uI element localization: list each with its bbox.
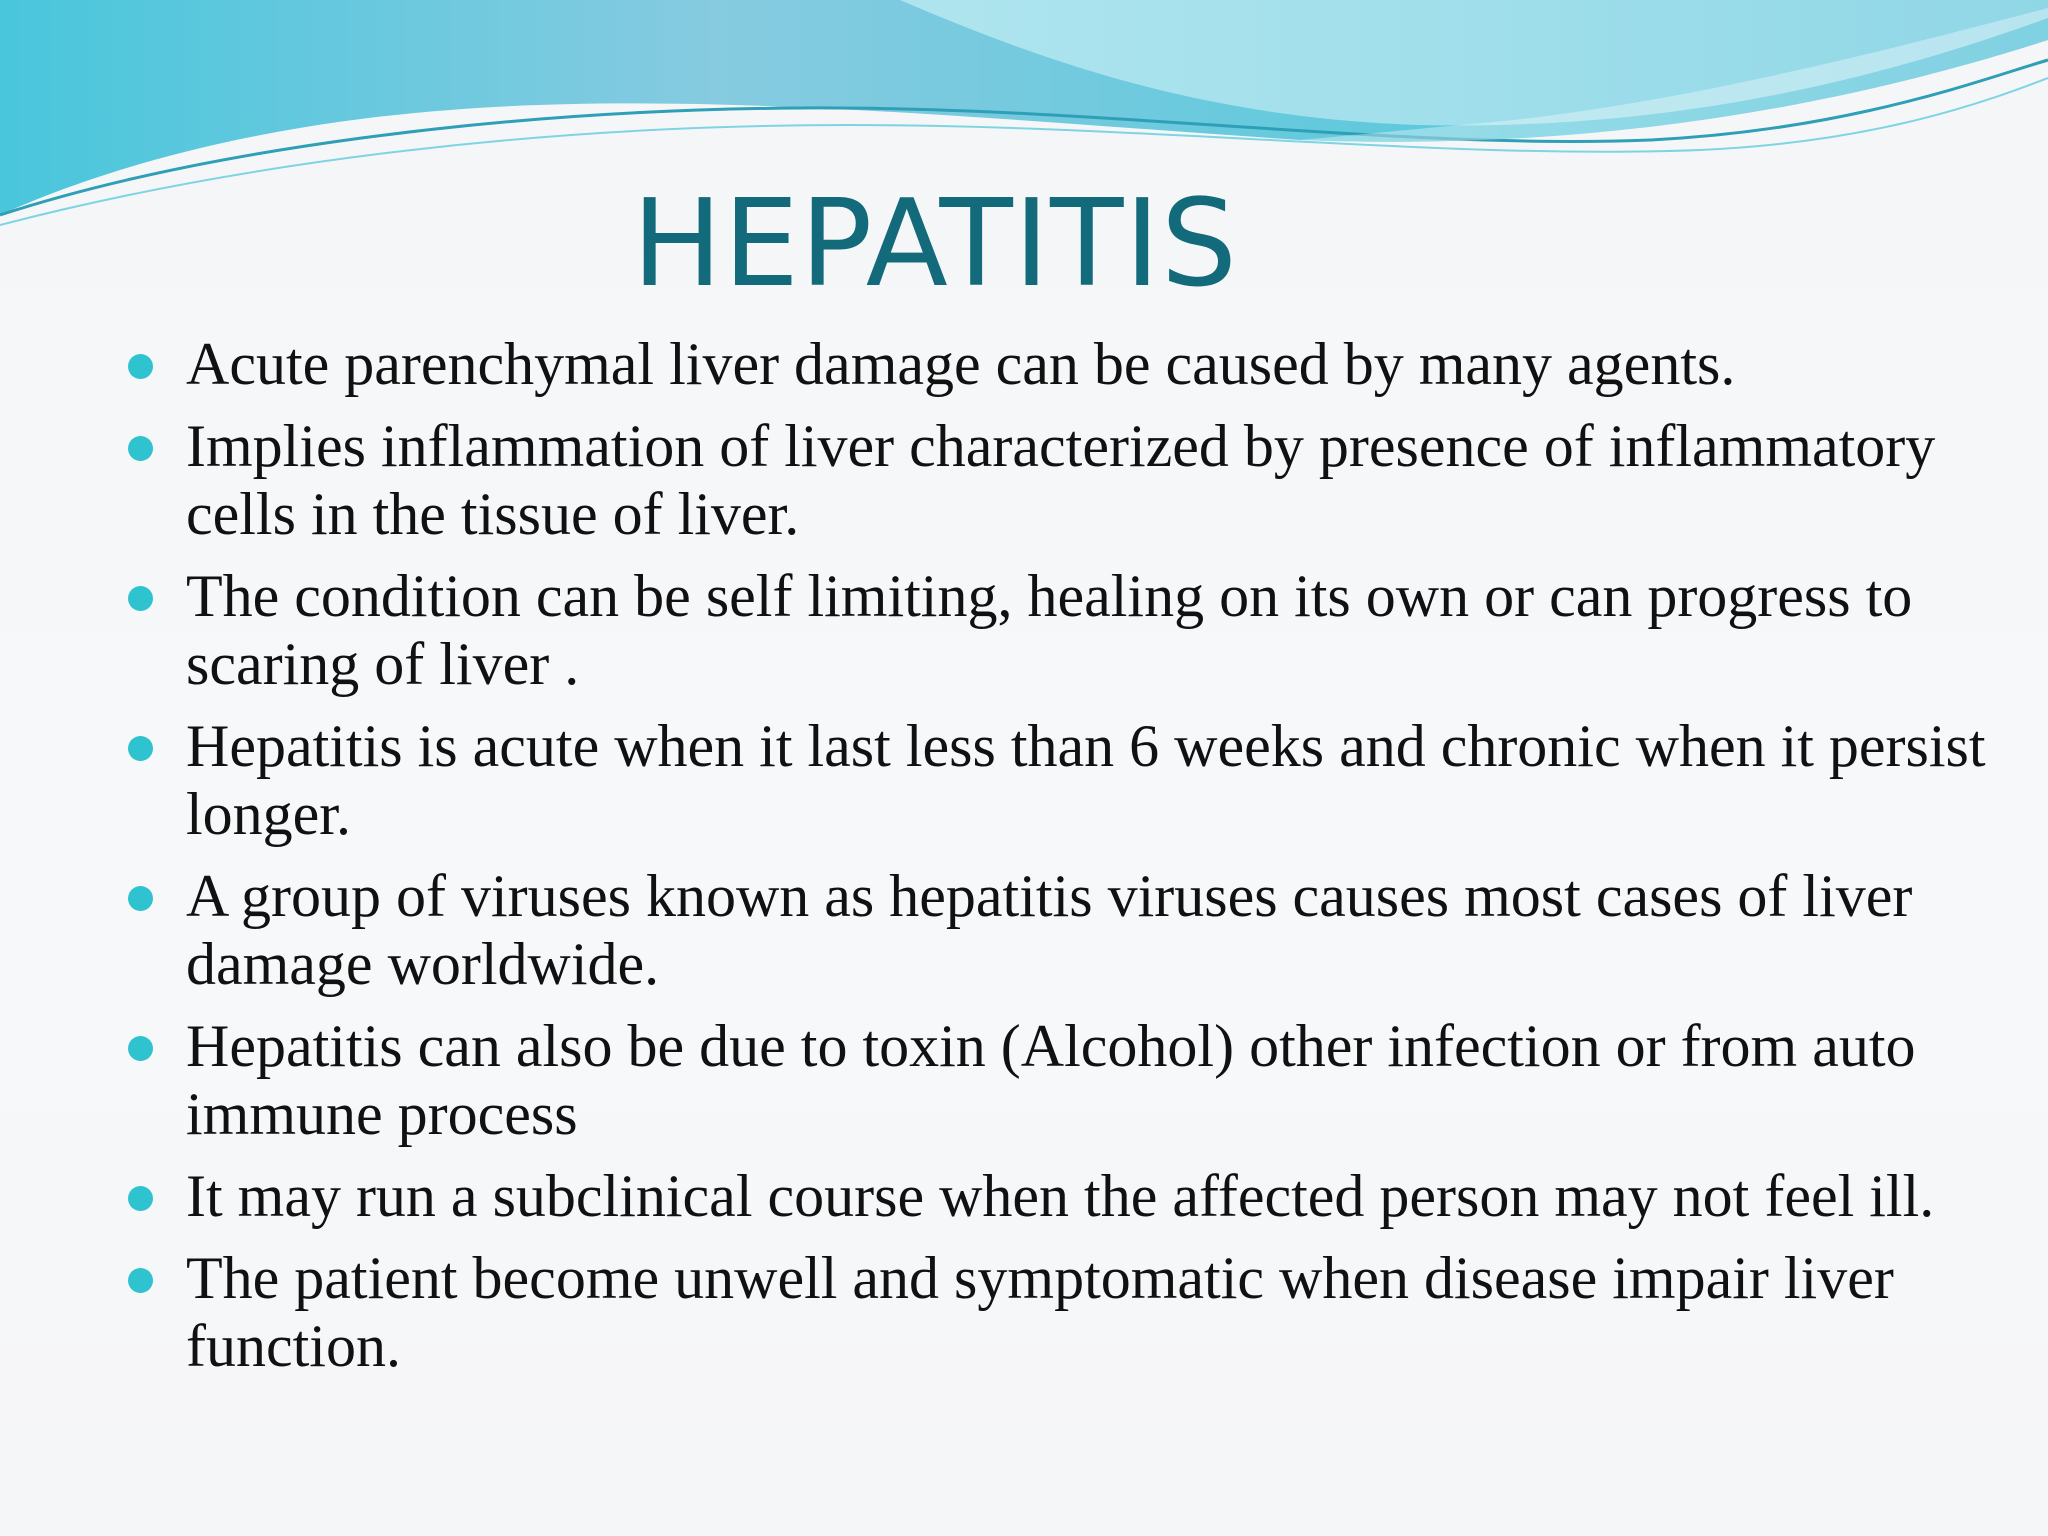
bullet-item bbox=[126, 1012, 1986, 1148]
bullet-text: Acute parenchymal liver damage can be caused by many agents. bbox=[186, 331, 1736, 397]
bullet-dot-icon bbox=[128, 1268, 153, 1293]
bullet-item bbox=[126, 562, 1986, 698]
bullet-text: Implies inflammation of liver characterized by presence of inflammatory cells in the tissue of liver. bbox=[186, 413, 1936, 547]
bullet-dot-icon bbox=[128, 1036, 153, 1061]
bullet-item bbox=[126, 712, 1986, 848]
slide-title: HEPATITIS bbox=[631, 175, 1239, 314]
bullet-list bbox=[126, 330, 1986, 1394]
bullet-dot-icon bbox=[128, 736, 153, 761]
bullet-item bbox=[126, 412, 1986, 548]
bullet-item bbox=[126, 862, 1986, 998]
bullet-text: Hepatitis is acute when it last less than 6 weeks and chronic when it persist longer. bbox=[186, 713, 1986, 847]
bullet-text: Hepatitis can also be due to toxin (Alcohol) other infection or from auto immune process bbox=[186, 1013, 1916, 1147]
bullet-dot-icon bbox=[128, 886, 153, 911]
bullet-item bbox=[126, 1244, 1986, 1380]
bullet-text: The condition can be self limiting, healing on its own or can progress to scaring of liver . bbox=[186, 563, 1913, 697]
bullet-text: The patient become unwell and symptomatic when disease impair liver function. bbox=[186, 1245, 1894, 1379]
bullet-text: It may run a subclinical course when the affected person may not feel ill. bbox=[186, 1163, 1935, 1229]
bullet-dot-icon bbox=[128, 436, 153, 461]
bullet-item bbox=[126, 330, 1986, 398]
bullet-item bbox=[126, 1162, 1986, 1230]
bullet-dot-icon bbox=[128, 354, 153, 379]
bullet-text: A group of viruses known as hepatitis viruses causes most cases of liver damage worldwide. bbox=[186, 863, 1913, 997]
bullet-dot-icon bbox=[128, 586, 153, 611]
bullet-dot-icon bbox=[128, 1186, 153, 1211]
